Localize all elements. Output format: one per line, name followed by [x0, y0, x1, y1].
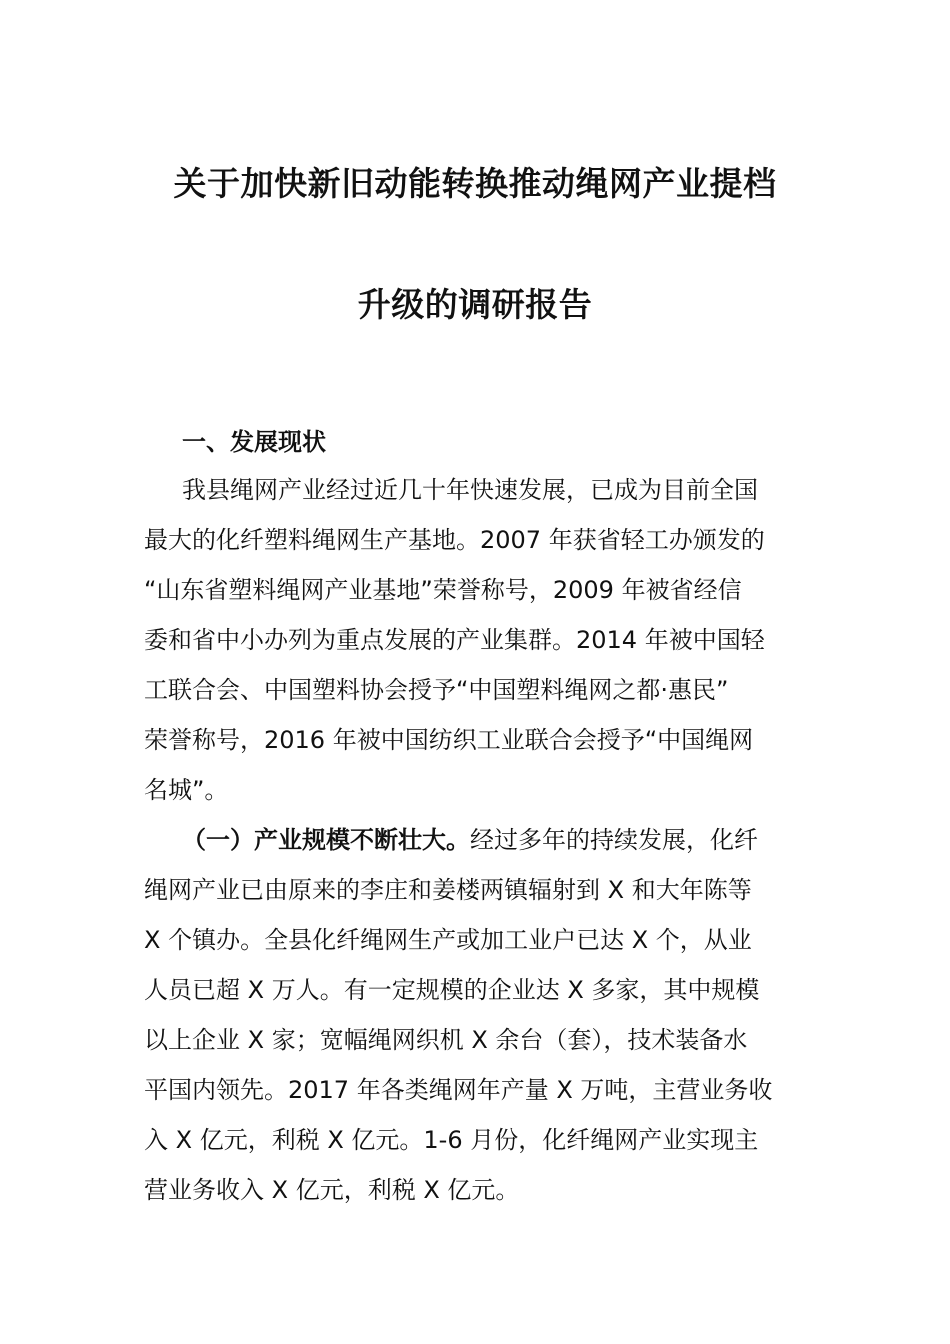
- subsection-lead: （一）产业规模不断壮大。: [182, 826, 470, 854]
- paragraph-line: [144, 815, 824, 865]
- paragraph-line: 营业务收入 X 亿元，利税 X 亿元。: [144, 1176, 520, 1204]
- paragraph-line: X 个镇办。全县化纤绳网生产或加工业户已达 X 个，从业: [144, 926, 752, 954]
- document-title-line-1: 关于加快新旧动能转换推动绳网产业提档: [173, 164, 777, 203]
- paragraph-line: 荣誉称号，2016 年被中国纺织工业联合会授予“中国绳网: [144, 726, 754, 754]
- paragraph-line: “山东省塑料绳网产业基地”荣誉称号，2009 年被省经信: [144, 576, 742, 604]
- paragraph-line: 绳网产业已由原来的李庄和姜楼两镇辐射到 X 和大年陈等: [144, 876, 752, 904]
- paragraph-line: 人员已超 X 万人。有一定规模的企业达 X 多家，其中规模: [144, 976, 760, 1004]
- paragraph-line: 工联合会、中国塑料协会授予“中国塑料绳网之都·惠民”: [144, 676, 729, 704]
- paragraph-line: 以上企业 X 家；宽幅绳网织机 X 余台（套），技术装备水: [144, 1026, 748, 1054]
- paragraph-line: 名城”。: [144, 776, 229, 804]
- paragraph-line: 入 X 亿元，利税 X 亿元。1-6 月份，化纤绳网产业实现主: [144, 1126, 759, 1154]
- paragraph-line: 委和省中小办列为重点发展的产业集群。2014 年被中国轻: [144, 626, 765, 654]
- paragraph-1: [144, 465, 824, 815]
- paragraph-line-text: 经过多年的持续发展，化纤: [470, 826, 758, 854]
- section-heading: 一、发展现状: [182, 428, 326, 456]
- paragraph-line: 平国内领先。2017 年各类绳网年产量 X 万吨，主营业务收: [144, 1076, 773, 1104]
- paragraph-line: 我县绳网产业经过近几十年快速发展，已成为目前全国: [182, 476, 758, 504]
- paragraph-line: 最大的化纤塑料绳网生产基地。2007 年获省轻工办颁发的: [144, 526, 765, 554]
- paragraph-2: [144, 815, 824, 1215]
- document-title-line-2: 升级的调研报告: [357, 285, 593, 324]
